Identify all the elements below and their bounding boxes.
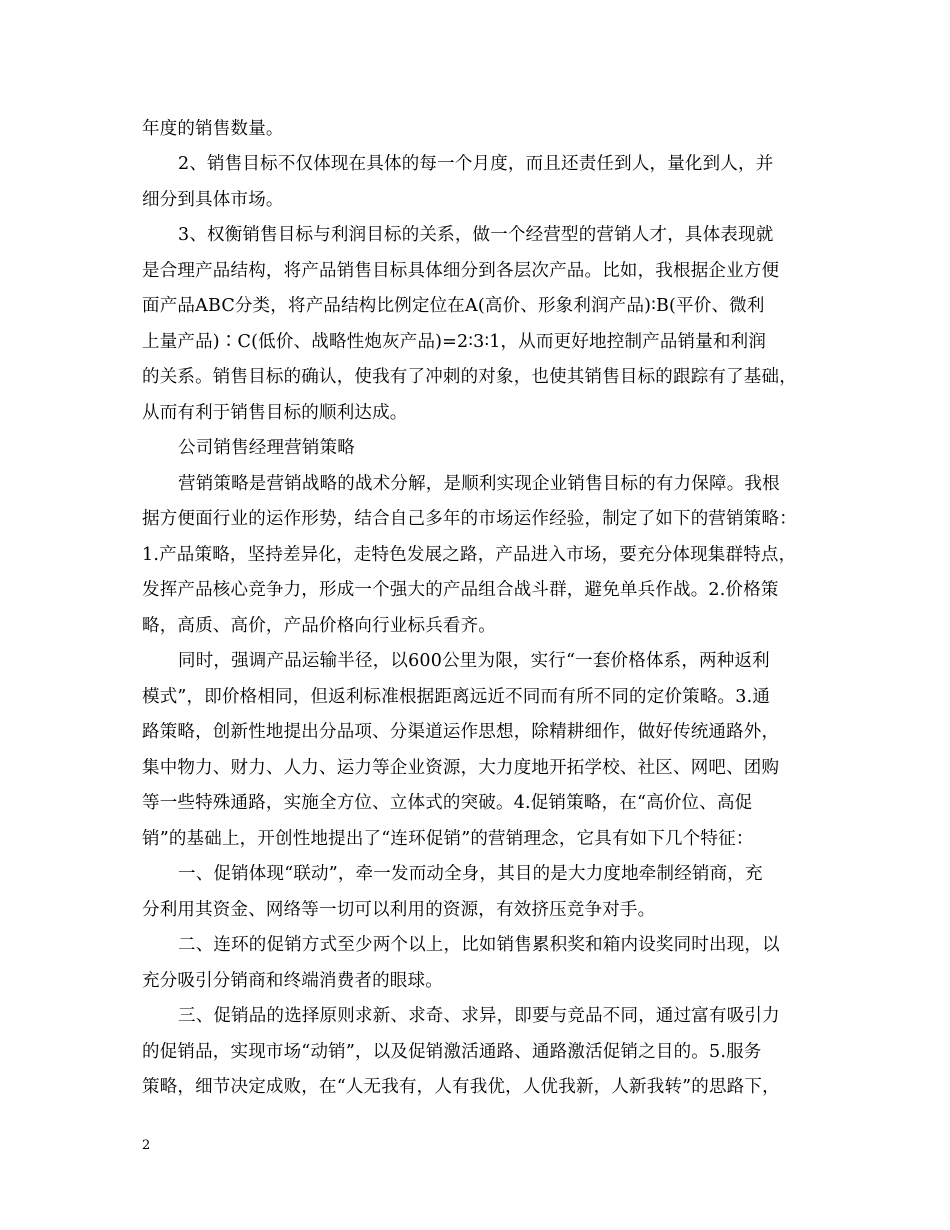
text-line: 销”的基础上，开创性地提出了“连环促销”的营销理念，它具有如下几个特征： (142, 829, 754, 849)
text-line: 同时，强调产品运输半径，以600公里为限，实行“一套价格体系，两种返利 (178, 651, 770, 671)
text-line: 集中物力、财力、人力、运力等企业资源，大力度地开拓学校、社区、网吧、团购 (142, 758, 780, 778)
text-line: 从而有利于销售目标的顺利达成。 (142, 403, 408, 423)
text-line: 是合理产品结构，将产品销售目标具体细分到各层次产品。比如，我根据企业方便 (142, 261, 780, 281)
text-line: 的关系。销售目标的确认，使我有了冲刺的对象，也使其销售目标的跟踪有了基础， (142, 367, 797, 387)
text-line: 模式”，即价格相同，但返利标准根据距离远近不同而有所不同的定价策略。3.通 (142, 687, 771, 707)
text-line: 3、权衡销售目标与利润目标的关系，做一个经营型的营销人才，具体表现就 (178, 225, 774, 245)
text-line: 三、促销品的选择原则求新、求奇、求异，即要与竞品不同，通过富有吸引力 (178, 1006, 780, 1026)
text-line: 等一些特殊通路，实施全方位、立体式的突破。4.促销策略，在“高价位、高促 (142, 793, 753, 813)
text-line: 面产品ABC分类，将产品结构比例定位在A(高价、形象利润产品)∶B(平价、微利 (142, 296, 765, 316)
text-line: 发挥产品核心竞争力，形成一个强大的产品组合战斗群，避免单兵作战。2.价格策 (142, 580, 779, 600)
text-line: 充分吸引分销商和终端消费者的眼球。 (142, 971, 443, 991)
text-line: 略，高质、高价，产品价格向行业标兵看齐。 (142, 616, 496, 636)
text-line: 营销策略是营销战略的战术分解，是顺利实现企业销售目标的有力保障。我根 (178, 474, 780, 494)
text-line: 2、销售目标不仅体现在具体的每一个月度，而且还责任到人，量化到人，并 (178, 154, 774, 174)
section-heading: 公司销售经理营销策略 (178, 438, 355, 458)
text-line: 策略，细节决定成败，在“人无我有，人有我优，人优我新，人新我转”的思路下， (142, 1077, 780, 1097)
text-line: 上量产品)∶C(低价、战略性炮灰产品)=2∶3∶1，从而更好地控制产品销量和利润 (142, 332, 767, 352)
text-line: 路策略，创新性地提出分品项、分渠道运作思想，除精耕细作，做好传统通路外， (142, 722, 780, 742)
page-number: 2 (142, 1138, 151, 1153)
text-line: 的促销品，实现市场“动销”，以及促销激活通路、通路激活促销之目的。5.服务 (142, 1042, 762, 1062)
text-line: 据方便面行业的运作形势，结合自己多年的市场运作经验，制定了如下的营销策略： (142, 509, 797, 529)
text-line: 二、连环的促销方式至少两个以上，比如销售累积奖和箱内设奖同时出现，以 (178, 935, 780, 955)
text-line: 1.产品策略，坚持差异化，走特色发展之路，产品进入市场，要充分体现集群特点， (142, 545, 797, 565)
text-line: 年度的销售数量。 (142, 119, 284, 139)
text-line: 细分到具体市场。 (142, 190, 284, 210)
text-line: 一、促销体现“联动”，牵一发而动全身，其目的是大力度地牵制经销商，充 (178, 864, 763, 884)
text-line: 分利用其资金、网络等一切可以利用的资源，有效挤压竞争对手。 (142, 900, 656, 920)
